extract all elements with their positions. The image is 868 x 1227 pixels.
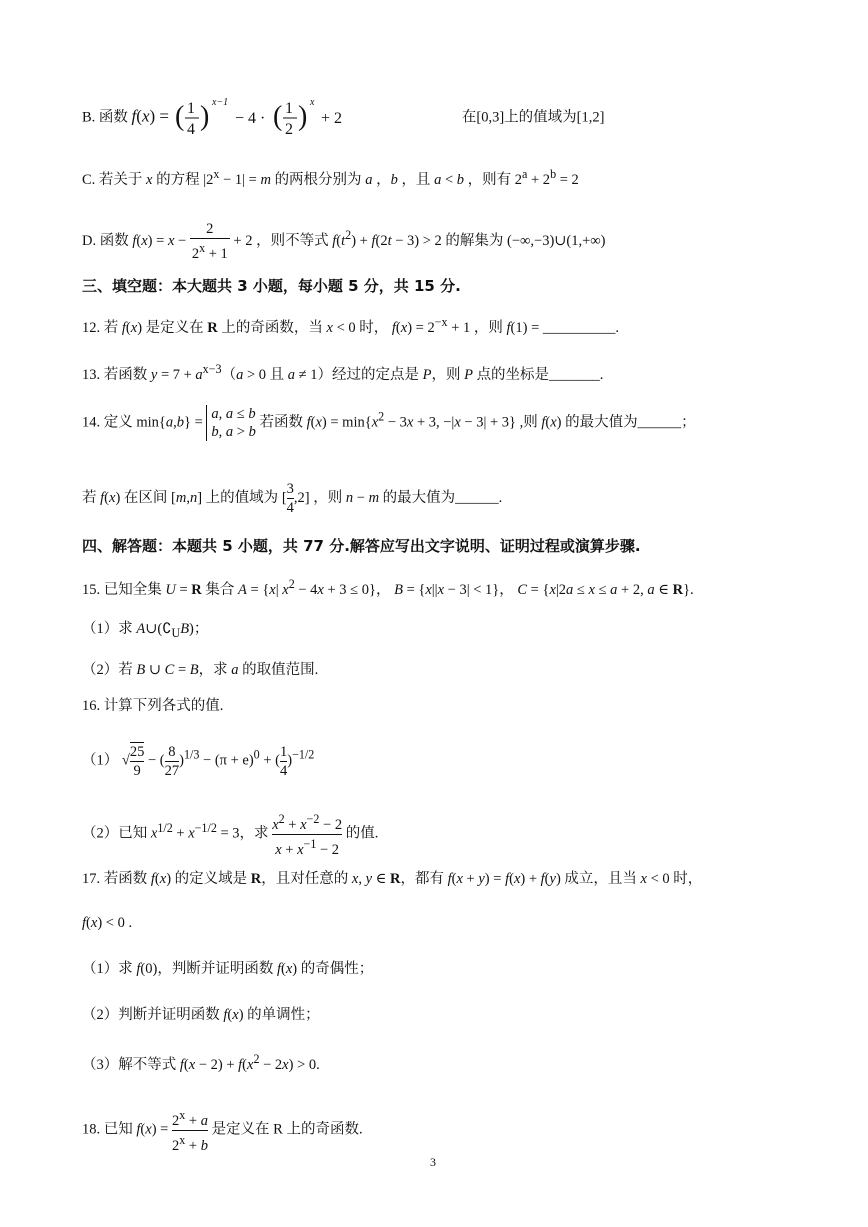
question-17-part1: （1）求 f(0)，判断并证明函数 f(x) 的奇偶性； [82,961,374,977]
question-18: 18. 已知 f(x) = $\frac{2^x + a}{2^x + b}$ 是定义在 R 上的奇函数. [82,1108,363,1154]
svg-text:(: ( [175,101,185,132]
question-17: 17. 若函数 f(x) 的定义域是 R，且对任意的 x, y ∈ R，都有 f(x + y) = f(x) + f(y) 成立，且当 x < 0 时， [82,871,703,887]
option-c: C. 若关于 x 的方程 $|2^x - 1| = m$ 的两根分别为 a ，b ，且 a < b ，则有 $2^a + 2^b = 2$ [82,167,579,188]
question-14-part2: 若 f(x) 在区间 [m,n] 上的值域为 [ $\frac{3}{4}$ ,2] ，则 n − m 的最大值为______. [82,481,503,516]
question-12: 12. 若 f(x) 是定义在 R 上的奇函数，当 x < 0 时， $f(x) = 2^{-x} + 1$ ，则 f(1) = __________. [82,315,620,336]
question-17-part2: （2）判断并证明函数 f(x) 的单调性； [82,1007,320,1023]
question-17-part3: （3）解不等式 $f(x - 2) + f(x^2 - 2x) > 0$. [82,1052,320,1073]
option-b: B. 函数 f(x) = ( 1 4 ) x−1 − 4 · ( 1 2 ) x + 2 在[0,3]上的值域为[1,2] [82,95,604,141]
section-heading-fill-blank: 三、填空题：本大题共 3 小题，每小题 5 分，共 15 分. [82,277,461,295]
question-16-part1: （1） √ $\frac{25}{9}$ − ( $\frac{8}{27}$ )$^{1/3} - (\pi + e)^0$ + ( $\frac{1}{4}$ )$^{-1/2}$ [82,743,315,779]
option-d: D. 函数 f(x) = x − $\frac{2}{2^x + 1}$ + 2 ，则不等式 $f(t^2) + f(2t - 3) > 2$ 的解集为 (−∞,−3)∪(1,+∞) [82,221,606,262]
svg-text:): ) [298,101,308,132]
question-15: 15. 已知全集 U = R 集合 A = {x| $x^2 - 4x + 3 \le 0$}， B = {x||x − 3| < 1}， C = {x|2a ≤ x ≤ a + 2, a ∈ R}. [82,577,694,598]
question-14: 14. 定义 min{a,b} = a, a ≤ b b, a > b 若函数 $f(x) = \min\{x^2 - 3x + 3$, −|x − 3| + 3} ,则 f(x) 的最大值为______； [82,406,696,440]
svg-text:x: x [310,97,315,108]
svg-text:+ 2: + 2 [321,110,343,127]
svg-text:): ) [200,101,210,132]
svg-text:4: 4 [187,121,196,138]
question-17-cond: f(x) < 0 . [82,915,133,931]
question-15-part2: （2）若 B ∪ C = B，求 a 的取值范围. [82,662,319,678]
section-heading-solve: 四、解答题：本题共 5 小题，共 77 分.解答应写出文字说明、证明过程或演算步骤. [82,537,641,555]
svg-text:− 4 ·: − 4 · [235,110,266,127]
question-16: 16. 计算下列各式的值. [82,698,224,714]
svg-text:1: 1 [187,100,196,117]
question-16-part2: （2）已知 $x^{1/2} + x^{-1/2} = 3$，求 $\frac{x^2 + x^{-2} - 2}{x + x^{-1} - 2}$ 的值. [82,812,379,858]
svg-text:(: ( [273,101,283,132]
option-b-formula-svg [173,95,458,141]
question-15-part1: （1）求 $A\cup(∁_UB)$； [82,621,209,640]
question-13: 13. 若函数 $y = 7 + a^{x-3}(a > 0$ 且 a ≠ 1）经过的定点是 P，则 P 点的坐标是_______. [82,362,604,383]
svg-text:x−1: x−1 [212,97,229,108]
page-number: 3 [430,1155,436,1169]
svg-text:1: 1 [285,100,294,117]
svg-text:2: 2 [285,121,294,138]
